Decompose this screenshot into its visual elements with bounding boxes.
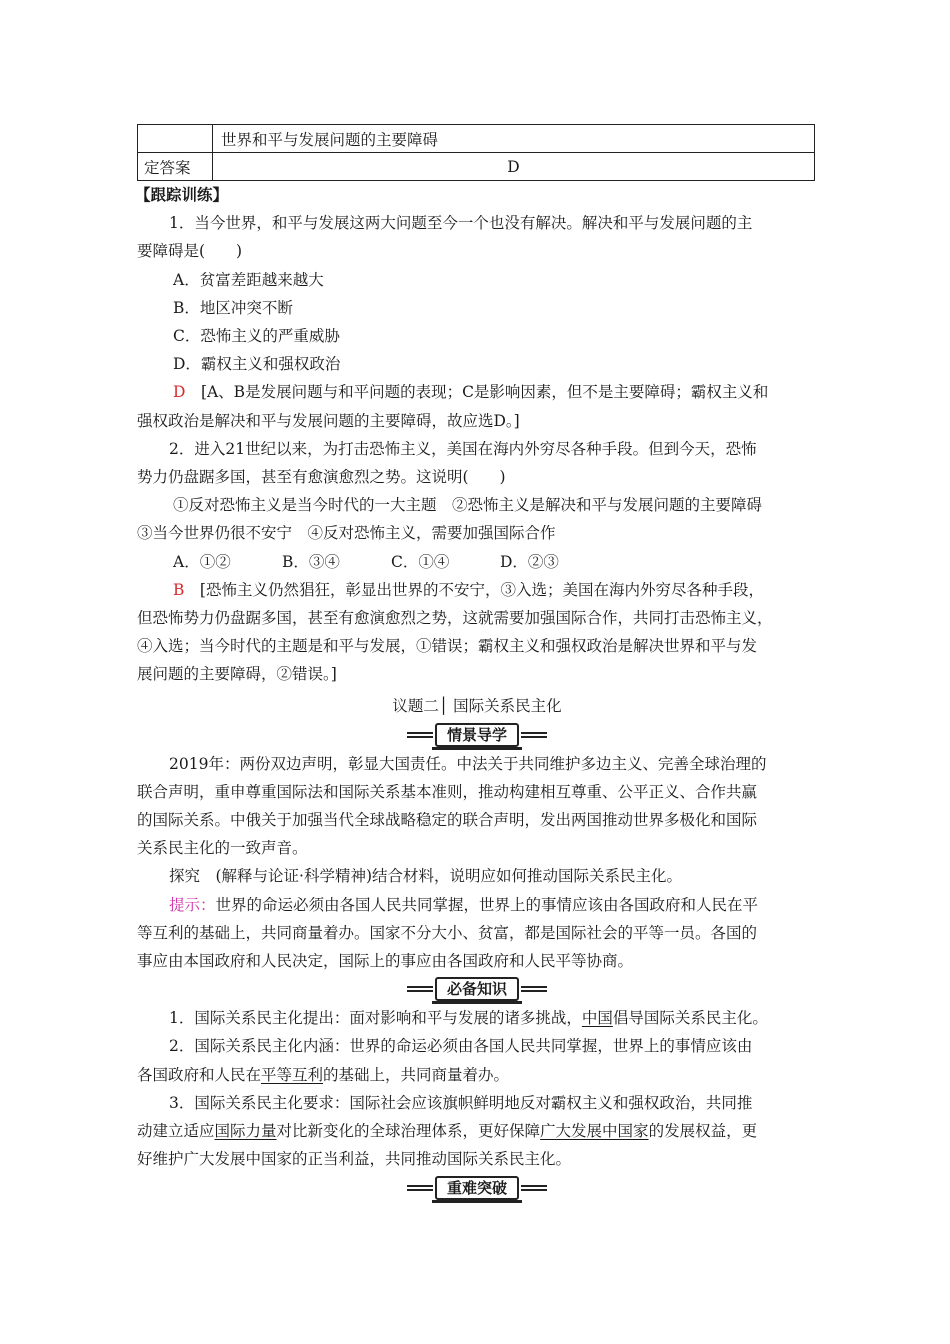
banner-label: 必备知识 — [435, 977, 519, 1001]
knowledge-text: 动建立适应 — [137, 1122, 215, 1141]
q1-option-d: D．霸权主义和强权政治 — [173, 355, 341, 374]
q1-explanation — [137, 378, 817, 406]
banner-rule — [407, 986, 433, 992]
q1-option-a: A．贫富差距越来越大 — [173, 270, 324, 289]
section-banner-knowledge — [137, 976, 817, 1002]
banner-rule — [407, 732, 433, 738]
q2-option-a: A．①② — [173, 552, 231, 571]
underlined-term: 平等互利 — [261, 1065, 324, 1084]
q1-option-b: B．地区冲突不断 — [173, 298, 293, 317]
knowledge-text: 1．国际关系民主化提出：面对影响和平与发展的诸多挑战， — [169, 1009, 582, 1028]
table-row — [138, 125, 815, 153]
q1-option-c: C．恐怖主义的严重威胁 — [173, 327, 340, 346]
q2-stem: 2．进入21世纪以来，为打击恐怖主义，美国在海内外穷尽各种手段。但到今天，恐怖 — [169, 439, 757, 458]
q2-answer: B — [173, 580, 185, 599]
tracking-title: 【跟踪训练】 — [135, 185, 229, 204]
explore-question: 探究 (解释与论证·科学精神)结合材料，说明应如何推动国际关系民主化。 — [169, 867, 683, 886]
banner-rule — [407, 1185, 433, 1191]
q1-explain-text: [A、B是发展问题与和平问题的表现；C是影响因素，但不是主要障碍；霸权主义和 — [185, 383, 769, 402]
document-page — [137, 124, 817, 1203]
q1-stem: 1．当今世界，和平与发展这两大问题至今一个也没有解决。解决和平与发展问题的主 — [169, 214, 753, 233]
q2-explain-cont: ④入选；当今时代的主题是和平与发展，①错误；霸权主义和强权政治是解决世界和平与发 — [137, 637, 758, 656]
q1-stem-cont: 要障碍是( ) — [137, 242, 243, 261]
q2-items-cont: ③当今世界仍很不安宁 ④反对恐怖主义，需要加强国际合作 — [137, 524, 556, 543]
underlined-term: 国际力量 — [214, 1122, 277, 1141]
knowledge-text: 的基础上，共同商量着办。 — [323, 1065, 510, 1084]
knowledge-text: 各国政府和人民在 — [137, 1065, 262, 1084]
table-cell: D — [213, 153, 815, 181]
knowledge-text: 倡导国际关系民主化。 — [612, 1009, 768, 1028]
knowledge-item-2-cont — [137, 1061, 817, 1089]
table-row — [138, 153, 815, 181]
q1-answer: D — [173, 383, 186, 402]
knowledge-item-1 — [137, 1004, 817, 1032]
q2-option-c: C．①④ — [391, 552, 450, 571]
hint-paragraph — [137, 891, 817, 919]
banner-label: 重难突破 — [435, 1176, 519, 1200]
banner-rule — [521, 986, 547, 992]
scene-paragraph-cont: 的国际关系。中俄关于加强当代全球战略稳定的联合声明，发出两国推动世界多极化和国际 — [137, 811, 758, 830]
table-cell: 定答案 — [138, 153, 213, 181]
q2-explain-text: [恐怖主义仍然猖狂，彰显出世界的不安宁，③入选；美国在海内外穷尽各种手段， — [184, 580, 764, 599]
banner-rule — [521, 732, 547, 738]
hint-cont: 等互利的基础上，共同商量着办。国家不分大小、贫富，都是国际社会的平等一员。各国的 — [137, 923, 758, 942]
scene-paragraph: 2019年：两份双边声明，彰显大国责任。中法关于共同维护多边主义、完善全球治理的 — [169, 754, 767, 773]
hint-label: 提示： — [169, 895, 216, 914]
banner-label: 情景导学 — [435, 723, 519, 747]
q2-items: ①反对恐怖主义是当今时代的一大主题 ②恐怖主义是解决和平与发展问题的主要障碍 — [173, 496, 763, 515]
knowledge-item-3: 3．国际关系民主化要求：国际社会应该旗帜鲜明地反对霸权主义和强权政治，共同推 — [169, 1093, 753, 1112]
answer-table — [137, 124, 815, 181]
scene-paragraph-cont: 联合声明，重申尊重国际法和国际关系基本准则，推动构建相互尊重、公平正义、合作共赢 — [137, 782, 758, 801]
q2-options — [137, 548, 817, 576]
section-banner-scene — [137, 722, 817, 748]
scene-paragraph-cont: 关系民主化的一致声音。 — [137, 839, 308, 858]
knowledge-text: 的发展权益，更 — [648, 1122, 758, 1141]
q2-explain-cont: 但恐怖势力仍盘踞多国，甚至有愈演愈烈之势，这就需要加强国际合作，共同打击恐怖主义， — [137, 609, 773, 628]
knowledge-text: 对比新变化的全球治理体系，更好保障 — [276, 1122, 541, 1141]
topic-title: 议题二│ 国际关系民主化 — [392, 696, 562, 715]
knowledge-item-3-cont — [137, 1117, 817, 1145]
underlined-term: 中国 — [581, 1009, 613, 1028]
q2-option-b: B．③④ — [282, 552, 340, 571]
hint-text: 世界的命运必须由各国人民共同掌握，世界上的事情应该由各国政府和人民在平 — [215, 895, 759, 914]
q2-explain-cont: 展问题的主要障碍，②错误。] — [137, 665, 337, 684]
hint-cont: 事应由本国政府和人民决定，国际上的事应由各国政府和人民平等协商。 — [137, 952, 634, 971]
table-cell — [138, 125, 213, 153]
underlined-term: 广大发展中国家 — [540, 1122, 649, 1141]
banner-rule — [521, 1185, 547, 1191]
section-banner-difficulty — [137, 1175, 817, 1201]
knowledge-item-3-cont: 好维护广大发展中国家的正当利益，共同推动国际关系民主化。 — [137, 1150, 572, 1169]
knowledge-item-2: 2．国际关系民主化内涵：世界的命运必须由各国人民共同掌握，世界上的事情应该由 — [169, 1037, 753, 1056]
q1-explain-cont: 强权政治是解决和平与发展问题的主要障碍，故应选D。] — [137, 411, 520, 430]
table-cell: 世界和平与发展问题的主要障碍 — [213, 125, 815, 153]
q2-option-d: D．②③ — [500, 552, 559, 571]
q2-explanation — [137, 576, 817, 604]
q2-stem-cont: 势力仍盘踞多国，甚至有愈演愈烈之势。这说明( ) — [137, 468, 506, 487]
